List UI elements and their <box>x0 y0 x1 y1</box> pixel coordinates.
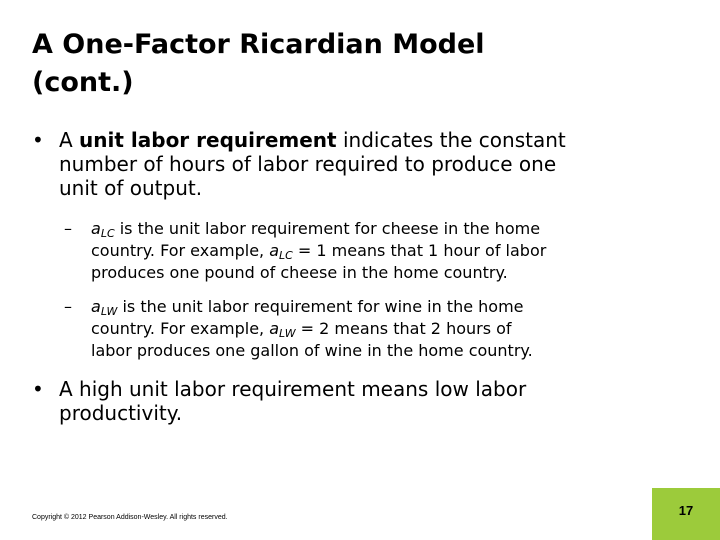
subbullet-line-tail: = 1 means that 1 hour of labor <box>292 241 547 260</box>
bullet-line-tail: indicates the constant <box>336 128 566 152</box>
subbullet-line <box>91 318 691 340</box>
bullet-marker: • <box>32 377 44 401</box>
page-number-box <box>652 488 720 540</box>
variable-a: a <box>91 219 101 238</box>
page-number: 17 <box>678 503 694 518</box>
copyright-footer: Copyright © 2012 Pearson Addison-Wesley. All rights reserved. <box>32 514 228 521</box>
bullet-text <box>59 128 699 200</box>
subbullet-text <box>91 296 691 362</box>
subbullet-line-head: country. For example, <box>91 319 270 338</box>
title-line-2: (cont.) <box>32 67 134 98</box>
subbullet-marker: – <box>64 219 72 238</box>
bullet-line: productivity. <box>59 401 183 425</box>
subbullet-line-head: country. For example, <box>91 241 270 260</box>
subbullet-line <box>91 218 691 240</box>
bullet-line: unit of output. <box>59 176 203 200</box>
variable-subscript: LC <box>279 249 293 262</box>
subbullet-line-tail: = 2 means that 2 hours of <box>295 319 512 338</box>
subbullet-line-tail: is the unit labor requirement for wine in the home <box>117 297 524 316</box>
subbullet-line: labor produces one gallon of wine in the home country. <box>91 341 533 360</box>
bullet-lead: A <box>59 128 80 152</box>
subbullet-line <box>91 240 691 262</box>
bullet-marker: • <box>32 128 44 152</box>
variable-subscript: LW <box>100 305 118 318</box>
variable-a: a <box>269 241 280 260</box>
bold-term: unit labor requirement <box>79 128 337 152</box>
bullet-text <box>59 377 699 425</box>
bullet-line: A high unit labor requirement means low labor <box>59 377 527 401</box>
bullet-line: number of hours of labor required to produce one <box>59 152 557 176</box>
subbullet-line <box>91 296 691 318</box>
subbullet-text <box>91 218 691 284</box>
variable-subscript: LW <box>279 327 296 340</box>
variable-a: a <box>91 297 101 316</box>
subbullet-marker: – <box>64 297 72 316</box>
variable-a: a <box>269 319 280 338</box>
bullet-line <box>59 128 699 152</box>
subbullet-line-tail: is the unit labor requirement for cheese in the home <box>114 219 541 238</box>
subbullet-line: produces one pound of cheese in the home country. <box>91 263 508 282</box>
slide-title <box>32 26 672 102</box>
title-line-1: A One-Factor Ricardian Model <box>32 29 485 60</box>
variable-subscript: LC <box>100 227 115 240</box>
